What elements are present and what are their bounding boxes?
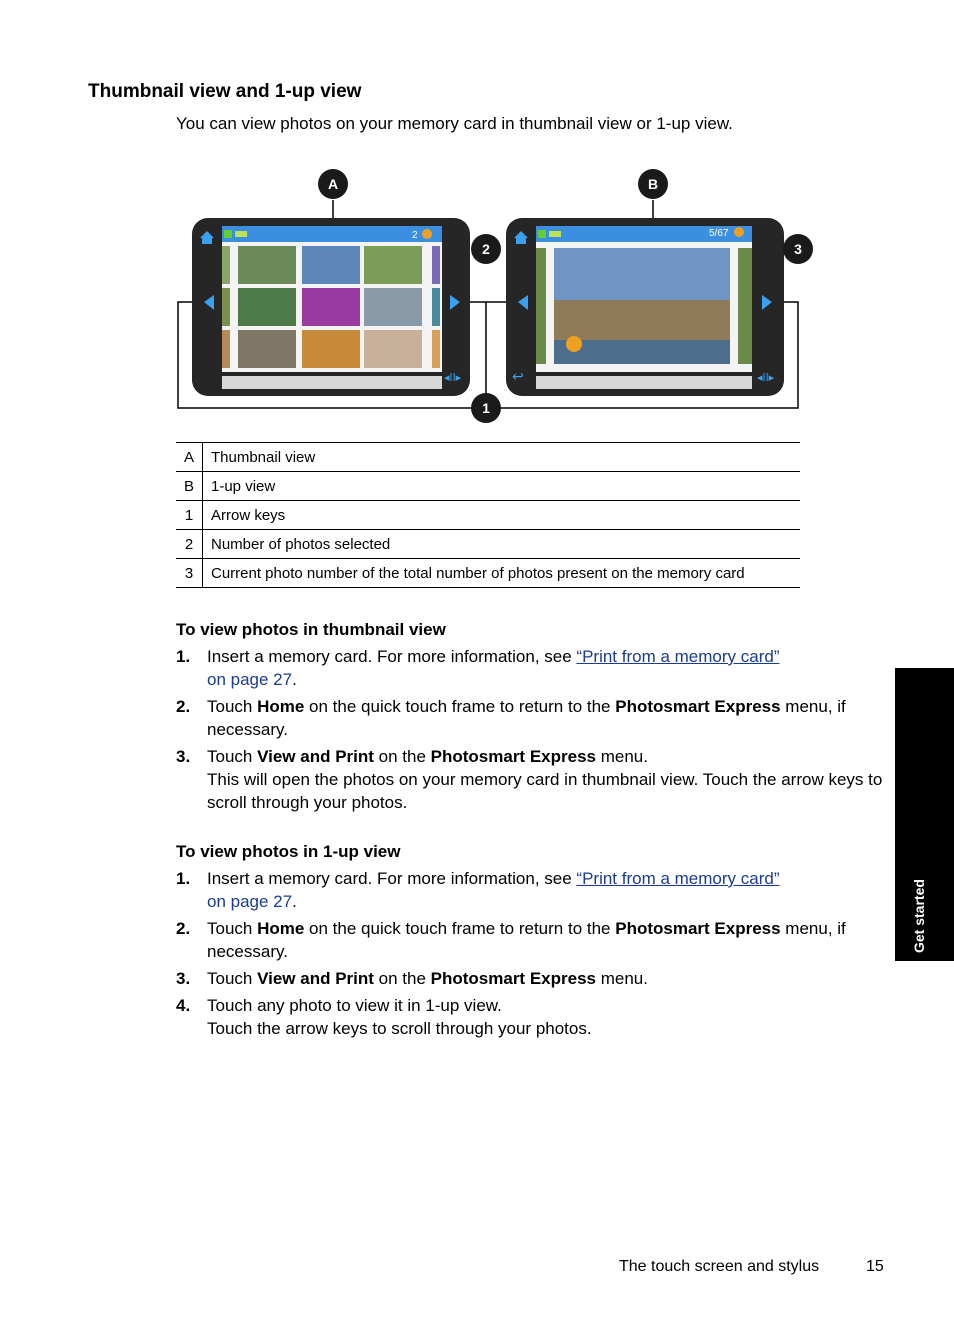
scroll-icon: ◂ll▸: [757, 371, 775, 384]
side-tab-label: Get started: [911, 879, 927, 953]
list-item: [176, 745, 888, 814]
step-text: .: [292, 670, 297, 689]
step-bold: Photosmart Express: [430, 969, 596, 988]
step-bold: Photosmart Express: [615, 697, 781, 716]
legend-key: 1: [176, 501, 203, 530]
legend-desc: 1-up view: [203, 472, 801, 501]
one-up-view-screen: [506, 218, 784, 396]
legend-key: A: [176, 443, 203, 472]
print-from-memory-card-link[interactable]: “Print from a memory card” on page 27: [207, 647, 780, 689]
step-note: This will open the photos on your memory card in thumbnail view. Touch the arrow keys to scroll through your photos.: [207, 770, 883, 812]
step-number: 3.: [176, 969, 191, 988]
table-row: [176, 443, 800, 472]
footer-chapter-title: The touch screen and stylus: [619, 1258, 820, 1275]
step-text: Touch: [207, 747, 258, 766]
step-text: Touch any photo to view it in 1-up view.: [207, 996, 502, 1015]
photo-position-label: 5/67: [709, 228, 729, 239]
step-bold: Photosmart Express: [430, 747, 596, 766]
table-row: [176, 559, 800, 588]
list-item: [176, 645, 888, 691]
list-item: [176, 917, 888, 963]
step-bold: Home: [257, 919, 305, 938]
legend-desc: Arrow keys: [203, 501, 801, 530]
legend-key: B: [176, 472, 203, 501]
thumbnail-view-screen: [192, 218, 470, 396]
step-text: Touch: [207, 697, 258, 716]
chapter-side-tab: [895, 668, 954, 961]
step-text: Insert a memory card. For more information, see: [207, 869, 577, 888]
table-row: [176, 501, 800, 530]
back-icon: ↩: [512, 369, 524, 385]
step-note: Touch the arrow keys to scroll through your photos.: [207, 1019, 592, 1038]
legend-key: 3: [176, 559, 203, 588]
legend-desc: Number of photos selected: [203, 530, 801, 559]
thumbnail-steps: [176, 645, 888, 818]
step-text: Insert a memory card. For more information, see: [207, 647, 577, 666]
intro-paragraph: You can view photos on your memory card in thumbnail view or 1-up view.: [176, 114, 733, 133]
step-text: on the quick touch frame to return to the: [304, 697, 616, 716]
callout-a: A: [327, 176, 339, 192]
oneup-procedure-heading: To view photos in 1-up view: [176, 842, 401, 861]
step-bold: Photosmart Express: [615, 919, 781, 938]
selected-count-label: 2: [412, 230, 418, 241]
callout-3: 3: [794, 241, 802, 257]
touchscreen-figure: [176, 160, 816, 425]
print-from-memory-card-link[interactable]: “Print from a memory card” on page 27: [207, 869, 780, 911]
step-number: 3.: [176, 747, 191, 766]
scroll-icon: ◂ll▸: [444, 371, 462, 384]
step-bold: Home: [257, 697, 305, 716]
step-text: menu.: [595, 747, 648, 766]
step-text: on the: [373, 969, 431, 988]
step-number: 1.: [176, 647, 191, 666]
thumbnail-procedure-heading: To view photos in thumbnail view: [176, 620, 446, 639]
step-bold: View and Print: [257, 969, 374, 988]
step-number: 2.: [176, 697, 191, 716]
callout-b: B: [647, 176, 659, 192]
oneup-steps: [176, 867, 888, 1044]
step-text: .: [292, 892, 297, 911]
step-text: Touch: [207, 969, 258, 988]
table-row: [176, 530, 800, 559]
selected-check-icon: [566, 336, 582, 352]
legend-desc: Thumbnail view: [203, 443, 801, 472]
photo-grid: [222, 246, 440, 368]
callout-1: 1: [482, 400, 490, 416]
section-title: Thumbnail view and 1-up view: [88, 81, 362, 102]
step-number: 1.: [176, 869, 191, 888]
step-number: 4.: [176, 996, 191, 1015]
step-text: menu, if necessary.: [207, 919, 846, 961]
step-text: on the: [373, 747, 431, 766]
list-item: [176, 867, 888, 913]
legend-desc: Current photo number of the total number of photos present on the memory card: [203, 559, 801, 588]
list-item: [176, 994, 888, 1040]
callout-2: 2: [482, 241, 490, 257]
step-text: Touch: [207, 919, 258, 938]
step-text: menu, if necessary.: [207, 697, 846, 739]
legend-key: 2: [176, 530, 203, 559]
figure-legend-table: [176, 442, 800, 588]
step-bold: View and Print: [257, 747, 374, 766]
step-text: menu.: [595, 969, 648, 988]
list-item: [176, 695, 888, 741]
page-number: 15: [866, 1258, 884, 1275]
step-number: 2.: [176, 919, 191, 938]
list-item: [176, 967, 888, 990]
table-row: [176, 472, 800, 501]
step-text: on the quick touch frame to return to the: [304, 919, 616, 938]
